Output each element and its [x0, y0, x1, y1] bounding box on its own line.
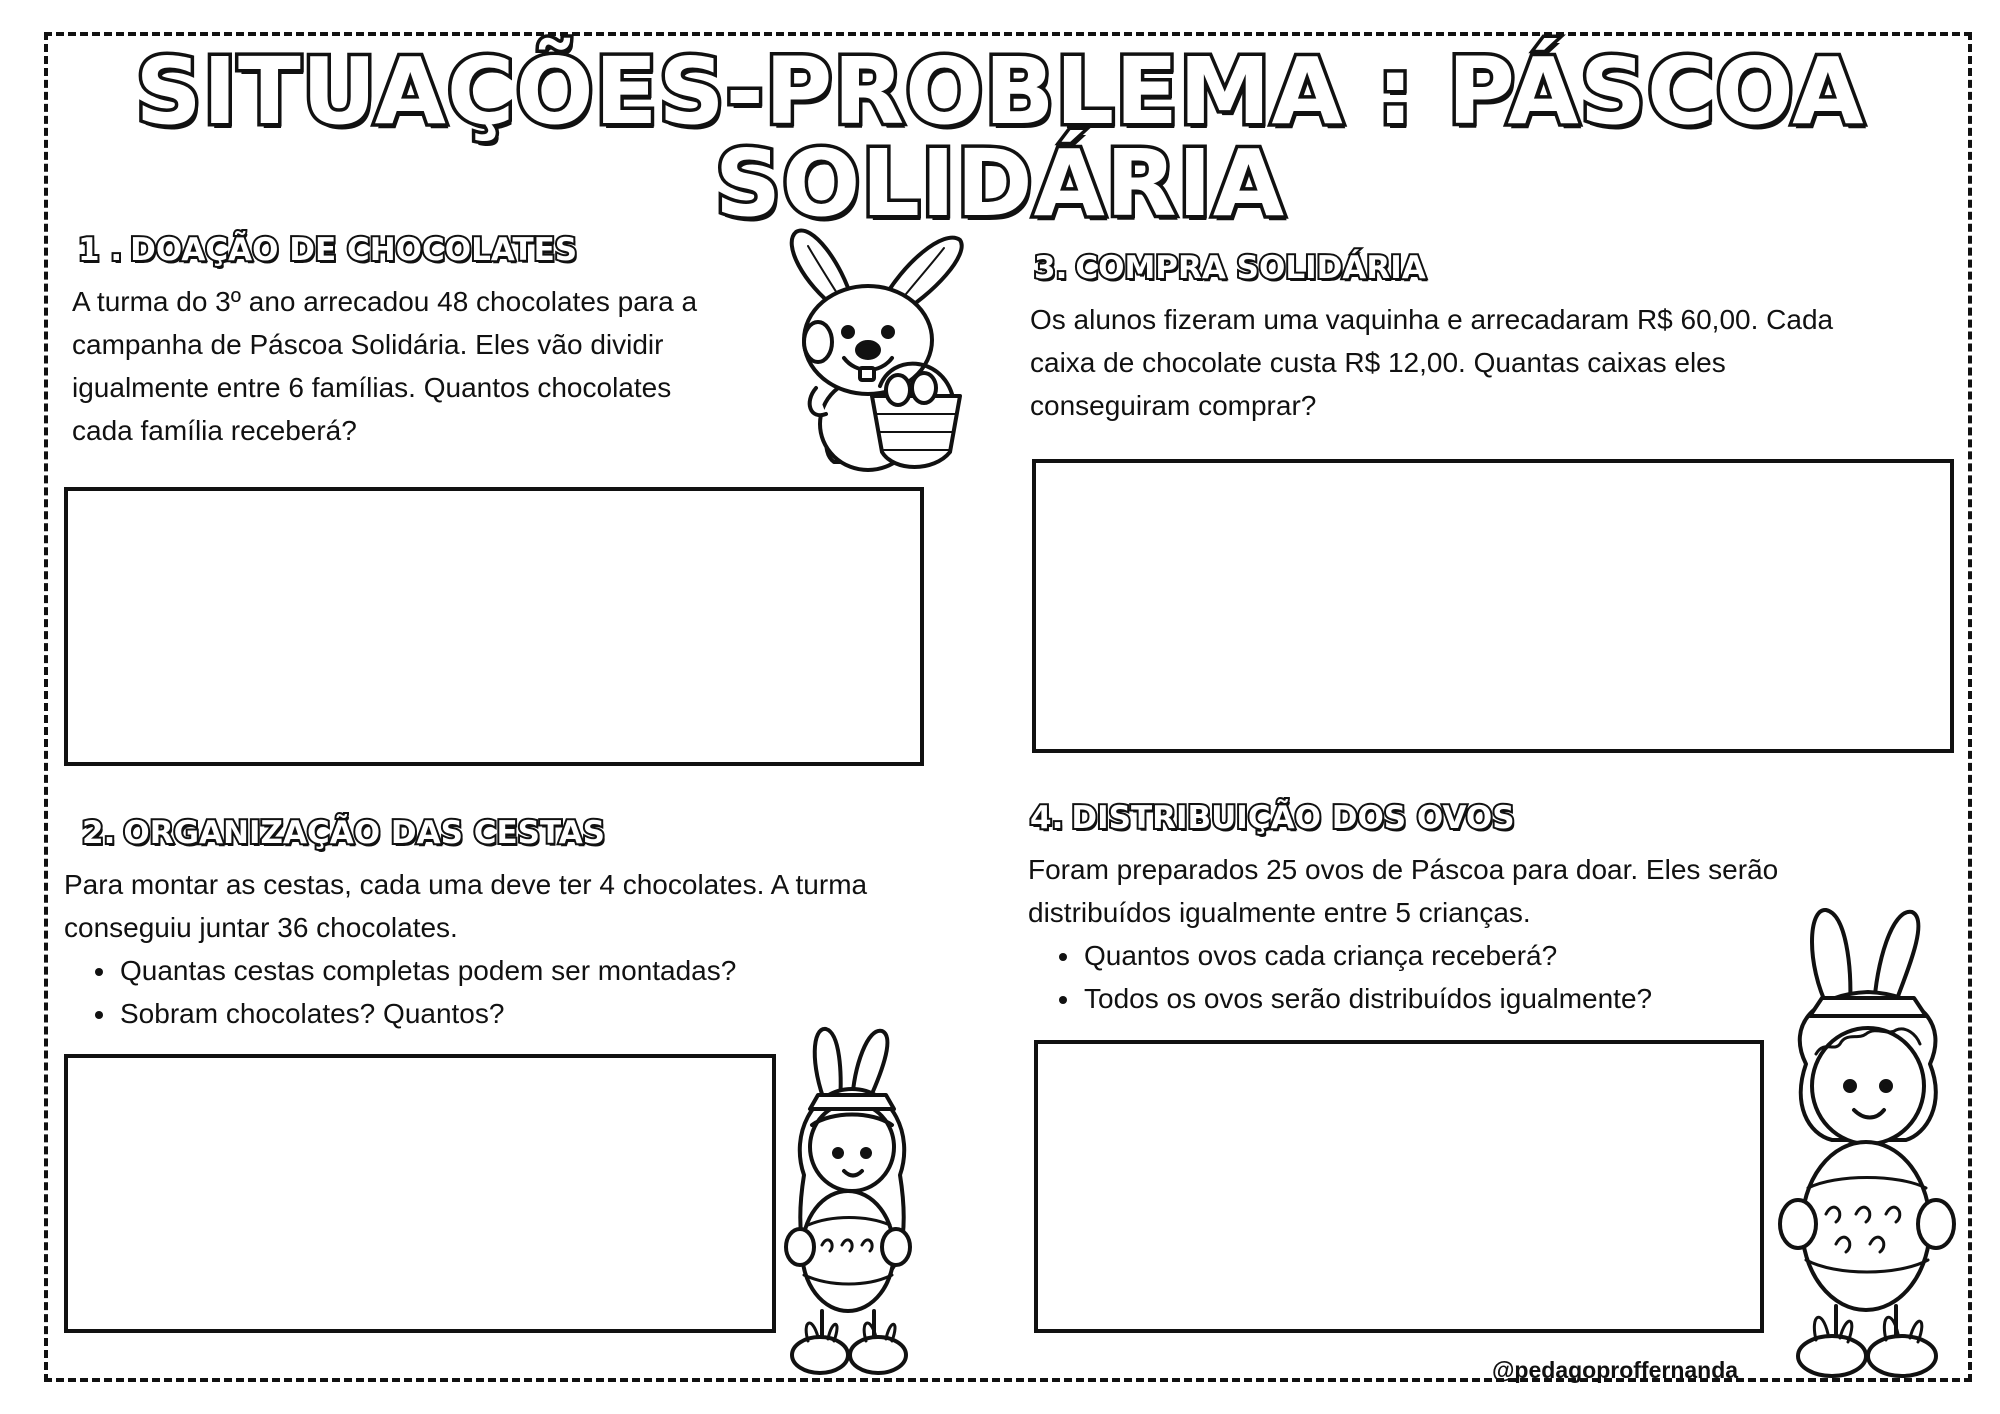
problem-1-line: campanha de Páscoa Solidária. Eles vão dividir [72, 329, 664, 360]
problem-1-title: DOAÇÃO DE CHOCOLATES [130, 232, 578, 268]
problem-4-question: • Quantos ovos cada criança receberá? [1082, 934, 1928, 977]
problem-4-title: DISTRIBUIÇÃO DOS OVOS [1071, 800, 1515, 836]
problem-2-question: • Quantas cestas completas podem ser montadas? [118, 949, 1014, 992]
problem-2-line: Para montar as cestas, cada uma deve ter 4 chocolates. A turma [64, 869, 868, 900]
problem-1 [72, 232, 792, 452]
page-title: SITUAÇÕES-PROBLEMA : PÁSCOA SOLIDÁRIA [135, 38, 1865, 237]
problem-4-question: • Todos os ovos serão distribuídos igualmente? [1082, 977, 1928, 1020]
problem-3-text [1030, 298, 1930, 427]
problem-1-line: cada família receberá? [72, 415, 357, 446]
problem-2-heading [82, 815, 1014, 851]
problem-4-line: Foram preparados 25 ovos de Páscoa para doar. Eles serão [1028, 854, 1779, 885]
problem-1-line: A turma do 3º ano arrecadou 48 chocolates para a [72, 286, 698, 317]
author-credit: @pedagoproffernanda [1492, 1357, 1739, 1383]
boy-bunny-ears-with-egg-illustration [1776, 904, 1962, 1382]
problem-3 [1030, 250, 1930, 427]
problem-3-line: Os alunos fizeram uma vaquinha e arrecadaram R$ 60,00. Cada [1030, 304, 1834, 335]
problem-3-line: caixa de chocolate custa R$ 12,00. Quantas caixas eles [1030, 347, 1726, 378]
problem-4-line: distribuídos igualmente entre 5 crianças. [1028, 897, 1531, 928]
girl-bunny-ears-with-egg-illustration [782, 1025, 922, 1381]
problem-1-answer-box[interactable] [64, 487, 924, 766]
problem-1-line: igualmente entre 6 famílias. Quantos chocolates [72, 372, 672, 403]
problem-3-heading [1034, 250, 1930, 286]
problem-3-number: 3. [1034, 250, 1068, 286]
problem-2-answer-box[interactable] [64, 1054, 776, 1333]
problem-1-heading [78, 232, 792, 268]
problem-2-text [64, 863, 1014, 1035]
problem-1-number: 1 . [78, 232, 123, 268]
problem-2-number: 2. [82, 815, 116, 851]
problem-2-questions [64, 949, 1014, 1035]
problem-4-number: 4. [1030, 800, 1064, 836]
problem-4-heading [1030, 800, 1928, 836]
problem-3-title: COMPRA SOLIDÁRIA [1075, 250, 1426, 286]
problem-2-title: ORGANIZAÇÃO DAS CESTAS [123, 815, 606, 851]
problem-3-line: conseguiram comprar? [1030, 390, 1317, 421]
problem-2 [64, 815, 1014, 1035]
problem-4-answer-box[interactable] [1034, 1040, 1764, 1333]
problem-1-text [72, 280, 792, 452]
problem-2-line: conseguiu juntar 36 chocolates. [64, 912, 458, 943]
bunny-with-basket-illustration [764, 224, 982, 480]
problem-2-question: • Sobram chocolates? Quantos? [118, 992, 1014, 1035]
problem-3-answer-box[interactable] [1032, 459, 1954, 753]
